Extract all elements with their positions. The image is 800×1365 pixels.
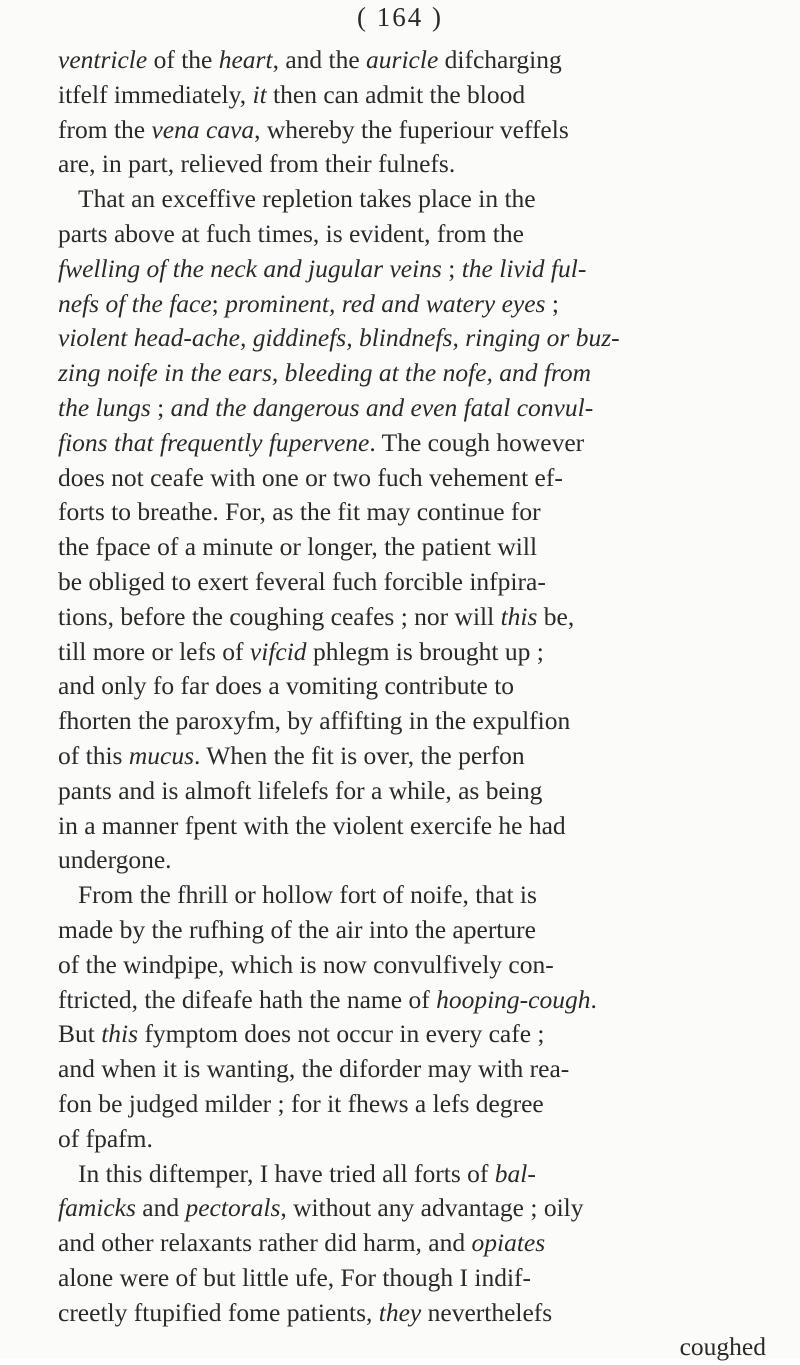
text-line bbox=[58, 1330, 770, 1365]
text-line bbox=[58, 182, 770, 217]
text-run: pants and is almoft lifelefs for a while, as being bbox=[58, 775, 543, 805]
text-run: made by the rufhing of the air into the aperture bbox=[58, 914, 536, 944]
text-run: . When the fit is over, the perfon bbox=[194, 740, 525, 770]
text-line bbox=[58, 1226, 770, 1261]
text-line bbox=[58, 565, 770, 600]
text-run: and bbox=[135, 1193, 186, 1223]
body-text bbox=[58, 43, 770, 1365]
text-run: of the bbox=[147, 45, 219, 74]
text-line bbox=[58, 530, 770, 565]
text-line bbox=[58, 426, 770, 461]
text-run: alone were of but little ufe, For though I indif- bbox=[58, 1262, 532, 1292]
text-run: ; bbox=[545, 288, 559, 318]
text-run: of the windpipe, which is now convulfively con- bbox=[58, 949, 554, 979]
italic-run: this bbox=[500, 601, 538, 631]
italic-run: the lungs bbox=[58, 392, 151, 422]
text-run: That an exceffive repletion takes place in the bbox=[78, 184, 536, 214]
text-line bbox=[58, 704, 770, 739]
italic-run: nefs of the face bbox=[58, 288, 212, 318]
italic-run: they bbox=[378, 1297, 422, 1327]
text-line bbox=[58, 600, 770, 635]
text-line bbox=[58, 809, 770, 844]
italic-run: hooping-cough bbox=[436, 984, 591, 1014]
italic-run: mucus bbox=[128, 740, 195, 770]
text-run: fhorten the paroxyfm, by affifting in the expulfion bbox=[58, 706, 571, 736]
text-line bbox=[58, 461, 770, 496]
text-run: creetly ftupified fome patients, bbox=[58, 1297, 379, 1327]
italic-run: fions that frequently fupervene bbox=[58, 427, 370, 457]
text-run: From the fhrill or hollow fort of noife, that is bbox=[78, 880, 537, 910]
text-run: does not ceafe with one or two fuch vehement ef- bbox=[58, 462, 563, 492]
text-run: then can admit the blood bbox=[266, 79, 526, 109]
text-line bbox=[58, 1191, 770, 1226]
text-line bbox=[58, 495, 770, 530]
text-run: In this diftemper, I have tried all forts of bbox=[78, 1158, 495, 1188]
text-line bbox=[58, 1157, 770, 1192]
italic-run: ventricle bbox=[58, 45, 148, 74]
text-run: and when it is wanting, the diforder may with rea- bbox=[58, 1054, 570, 1084]
italic-run: and the dangerous and even fatal convul- bbox=[170, 392, 594, 422]
text-run: ; bbox=[150, 392, 171, 422]
text-run: of fpafm. bbox=[58, 1123, 153, 1153]
text-run: But bbox=[58, 1019, 102, 1049]
text-run: coughed bbox=[679, 1332, 766, 1362]
text-line bbox=[58, 983, 770, 1018]
text-run: neverthelefs bbox=[421, 1297, 553, 1327]
text-run: . The cough however bbox=[369, 427, 585, 457]
text-line bbox=[58, 391, 770, 426]
italic-run: famicks bbox=[58, 1193, 136, 1223]
italic-run: vena cava bbox=[151, 114, 255, 144]
text-run: forts to breathe. For, as the fit may continue for bbox=[58, 497, 541, 527]
text-line bbox=[58, 356, 770, 391]
text-line bbox=[58, 669, 770, 704]
text-run: fon be judged milder ; for it fhews a lefs degree bbox=[58, 1088, 544, 1118]
italic-run: fwelling of the neck and jugular veins bbox=[58, 253, 442, 283]
text-run: ; bbox=[211, 288, 226, 318]
text-line bbox=[58, 78, 770, 113]
text-run: are, in part, relieved from their fulnefs. bbox=[58, 149, 456, 179]
italic-run: pectorals bbox=[185, 1193, 281, 1223]
text-run: be, bbox=[537, 601, 575, 631]
italic-run: it bbox=[252, 79, 267, 109]
italic-run: this bbox=[101, 1019, 139, 1049]
text-run: till more or lefs of bbox=[58, 636, 250, 666]
text-run: , whereby the fuperiour veffels bbox=[254, 114, 569, 144]
text-run: of this bbox=[58, 740, 129, 770]
text-line bbox=[58, 739, 770, 774]
italic-run: violent head-ache, giddinefs, blindnefs, ringing or buz- bbox=[58, 323, 620, 353]
text-run: difcharging bbox=[438, 45, 562, 74]
text-run: phlegm is brought up ; bbox=[306, 636, 544, 666]
text-line bbox=[58, 43, 770, 78]
text-line bbox=[58, 913, 770, 948]
text-line bbox=[58, 287, 770, 322]
text-line bbox=[58, 1261, 770, 1296]
text-line bbox=[58, 1122, 770, 1157]
italic-run: vifcid bbox=[249, 636, 307, 666]
italic-run: bal- bbox=[494, 1158, 536, 1188]
italic-run: the livid ful- bbox=[461, 253, 587, 283]
text-run: . bbox=[590, 984, 597, 1014]
text-line bbox=[58, 147, 770, 182]
text-line bbox=[58, 948, 770, 983]
text-line bbox=[58, 1087, 770, 1122]
text-run: , without any advantage ; oily bbox=[280, 1193, 584, 1223]
text-run: the fpace of a minute or longer, the patient will bbox=[58, 532, 538, 562]
text-line bbox=[58, 635, 770, 670]
text-line bbox=[58, 217, 770, 252]
text-line bbox=[58, 1017, 770, 1052]
text-run: and only fo far does a vomiting contribute to bbox=[58, 671, 515, 701]
text-line bbox=[58, 774, 770, 809]
text-run: undergone. bbox=[58, 845, 172, 875]
text-line bbox=[58, 321, 770, 356]
text-run: tions, before the coughing ceafes ; nor will bbox=[58, 601, 501, 631]
text-run: ftricted, the difeafe hath the name of bbox=[58, 984, 437, 1014]
text-line bbox=[58, 878, 770, 913]
text-run: itfelf immediately, bbox=[58, 79, 253, 109]
italic-run: zing noife in the ears, bleeding at the nofe, and from bbox=[58, 358, 592, 388]
text-run: fymptom does not occur in every cafe ; bbox=[138, 1019, 545, 1049]
text-run: ; bbox=[441, 253, 462, 283]
text-run: be obliged to exert feveral fuch forcible infpira- bbox=[58, 566, 546, 596]
text-run: , and the bbox=[272, 45, 367, 74]
text-line bbox=[58, 113, 770, 148]
text-line bbox=[58, 1296, 770, 1331]
italic-run: heart bbox=[218, 45, 273, 74]
text-line bbox=[58, 843, 770, 878]
text-run: in a manner fpent with the violent exercife he had bbox=[58, 810, 566, 840]
text-run: and other relaxants rather did harm, and bbox=[58, 1228, 472, 1258]
text-run: from the bbox=[58, 114, 152, 144]
italic-run: auricle bbox=[366, 45, 439, 74]
italic-run: prominent, red and watery eyes bbox=[225, 288, 546, 318]
text-line bbox=[58, 1052, 770, 1087]
text-line bbox=[58, 252, 770, 287]
text-run: parts above at fuch times, is evident, from the bbox=[58, 218, 524, 248]
italic-run: opiates bbox=[471, 1228, 546, 1258]
page-number: ( 164 ) bbox=[357, 2, 443, 32]
